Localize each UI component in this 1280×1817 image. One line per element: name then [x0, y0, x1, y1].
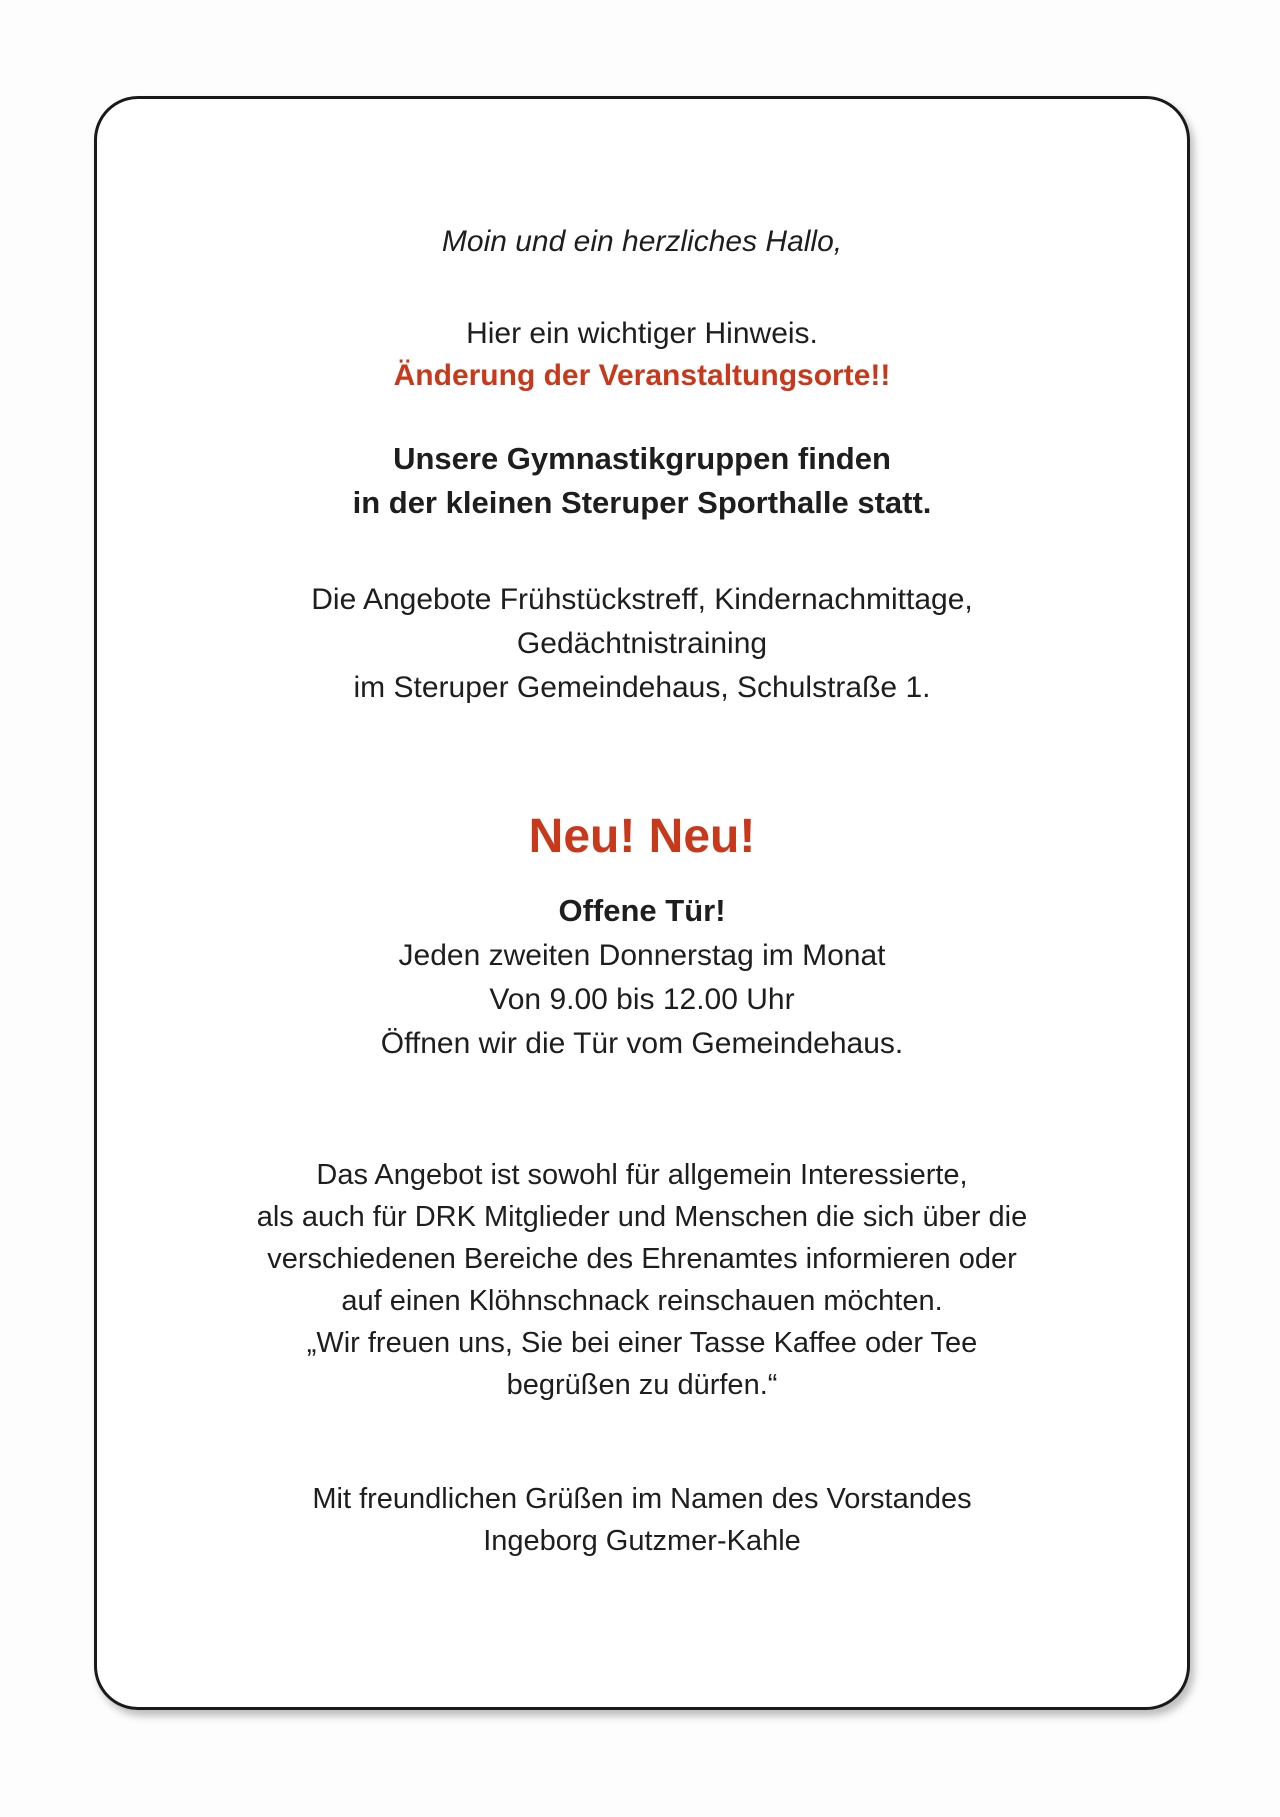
gym-line-2: in der kleinen Steruper Sporthalle statt.	[352, 485, 932, 520]
description-line-1: Das Angebot ist sowohl für allgemein Interessierte,	[316, 1159, 968, 1191]
offers-line-3: im Steruper Gemeindehaus, Schulstraße 1.	[353, 671, 931, 704]
greeting: Moin und ein herzliches Hallo,	[441, 225, 843, 258]
open-door-line-2: Von 9.00 bis 12.00 Uhr	[489, 983, 795, 1016]
description-line-4: auf einen Klöhnschnack reinschauen möchten.	[341, 1285, 943, 1317]
notice-headline: Änderung der Veranstaltungsorte!!	[393, 359, 891, 392]
notice-card	[94, 96, 1190, 1710]
closing-line: Mit freundlichen Grüßen im Namen des Vorstandes	[312, 1483, 972, 1515]
gym-line-1: Unsere Gymnastikgruppen finden	[393, 441, 891, 476]
open-door-line-1: Jeden zweiten Donnerstag im Monat	[398, 939, 886, 972]
description-line-5: „Wir freuen uns, Sie bei einer Tasse Kaffee oder Tee	[306, 1327, 978, 1359]
offers-line-1: Die Angebote Frühstückstreff, Kindernachmittage,	[311, 583, 973, 616]
notice-intro: Hier ein wichtiger Hinweis.	[466, 317, 818, 350]
description-line-6: begrüßen zu dürfen.“	[506, 1369, 778, 1401]
open-door-line-3: Öffnen wir die Tür vom Gemeindehaus.	[380, 1027, 904, 1060]
new-title: Neu! Neu!	[528, 810, 756, 863]
offers-line-2: Gedächtnistraining	[516, 627, 768, 660]
signature-name: Ingeborg Gutzmer-Kahle	[483, 1525, 801, 1557]
description-line-2: als auch für DRK Mitglieder und Menschen die sich über die	[256, 1201, 1028, 1233]
open-door-subtitle: Offene Tür!	[558, 893, 726, 928]
description-line-3: verschiedenen Bereiche des Ehrenamtes informieren oder	[267, 1243, 1017, 1275]
